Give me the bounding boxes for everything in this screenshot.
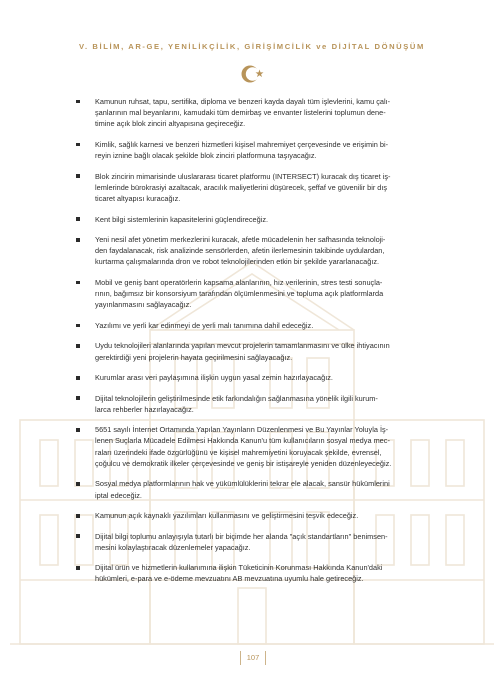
item-line: iptal edeceğiz. [95,490,142,500]
square-bullet-icon [76,566,80,570]
square-bullet-icon [76,174,80,178]
item-line: rının, bağımsız bir konsorsiyum tarafından ölçümlenmesini ve topluma açık platformlarda [95,289,384,299]
list-item [76,214,432,225]
item-line: gerektirdiği yeni projelerin hayata geçirilmesini sağlayacağız. [95,352,293,362]
item-line: timine açık blok zinciri altyapısına geçireceğiz. [95,119,246,129]
item-line: larca rehberler hazırlayacağız. [95,404,194,414]
list-item [76,531,432,553]
list-item [76,234,432,268]
item-line: kurtarma çalışmalarında dron ve robot teknolojilerinden etkin bir şekilde yararlanacağız. [95,257,380,267]
item-line: Dijital bilgi toplumu anlayışıyla tutarlı bir biçimde her alanda "açık standartların" benimsen- [95,531,388,541]
square-bullet-icon [76,482,80,486]
item-line: yayınlanmasını sağlayacağız. [95,300,192,310]
item-line: Dijital ürün ve hizmetlerin kullanımına ilişkin Tüketicinin Korunması Hakkında Kanun'daki [95,563,383,573]
item-line: hükümleri, e-para ve e-ödeme mevzuatını AB mevzuatına uyumlu hale getireceğiz. [95,574,364,584]
crescent-star-icon [239,63,265,85]
square-bullet-icon [76,376,80,380]
square-bullet-icon [76,344,80,348]
item-line: Mobil ve geniş bant operatörlerin kapsama alanlarının, hız verilerinin, stres testi sonuçla- [95,277,383,287]
page-number: 107 [240,651,266,665]
item-line: Kurumlar arası veri paylaşımına ilişkin uygun yasal zemin hazırlayacağız. [95,373,333,383]
item-line: Dijital teknolojilerin geliştirilmesinde etik farkındalığın sağlanmasına yönelik ilgili kurum- [95,393,378,403]
square-bullet-icon [76,514,80,518]
list-item [76,340,432,362]
list-item [76,562,432,584]
item-line: Uydu teknolojileri alanlarında yapılan mevcut projelerin tamamlanmasını ve ülke ihtiyacının [95,341,390,351]
item-line: mesini kolaylaştıracak düzenlemeler yapacağız. [95,542,251,552]
square-bullet-icon [76,100,80,104]
item-line: Kimlik, sağlık karnesi ve benzeri hizmetleri kişisel mahremiyet çerçevesinde ve erişimin bi- [95,139,389,149]
square-bullet-icon [76,143,80,147]
item-line: reyin iznine bağlı olacak şekilde blok zinciri platformuna taşıyacağız. [95,151,317,161]
item-line: raları üzerindeki ifade özgürlüğünü ve kişisel mahremiyetini koruyacak şekilde, evrensel, [95,447,382,457]
list-item [76,277,432,311]
item-line: çoğulcu ve demokratik ilkeler çerçevesinde ve geniş bir istişareyle yeniden düzenleyeceğiz. [95,458,392,468]
square-bullet-icon [76,238,80,242]
list-item [76,96,432,130]
item-line: Yazılımı ve yerli kar edinmeyi de yerli malı tanımına dahil edeceğiz. [95,320,314,330]
list-item [76,510,432,521]
item-line: Kamunun açık kaynaklı yazılımları kullanmasını ve geliştirmesini teşvik edeceğiz. [95,511,359,521]
square-bullet-icon [76,324,80,328]
square-bullet-icon [76,534,80,538]
item-line: lenen Suçlarla Mücadele Edilmesi Hakkında Kanun'u tüm kullanıcıların sosyal medya mec- [95,436,390,446]
item-line: Kamunun ruhsat, tapu, sertifika, diploma ve benzeri kayda dayalı tüm işlevlerini, kamu çalı- [95,97,391,106]
square-bullet-icon [76,281,80,285]
square-bullet-icon [76,396,80,400]
list-item [76,478,432,500]
item-line: ticaret altyapısı kuracağız. [95,194,181,204]
item-line: şanlarının mal beyanlarını, kamudaki tüm demirbaş ve envanter listelerini toplumun dene- [95,108,386,118]
item-line: lemlerinde bürokrasiyi azaltacak, aracılık maliyetlerini düşürecek, şeffaf ve güvenilir bir dış [95,182,388,192]
bullet-list [76,96,432,594]
list-item [76,139,432,161]
item-line: 5651 sayılı İnternet Ortamında Yapılan Yayınların Düzenlenmesi ve Bu Yayınlar Yoluyla İş- [95,425,389,435]
item-line: den faydalanacak, risk analizinde sensörlerden, afetin ilerlemesinin takibinde uydulardan, [95,246,385,256]
list-item [76,393,432,415]
item-line: Yeni nesil afet yönetim merkezlerini kuracak, afetle mücadelenin her safhasında teknoloji- [95,235,386,245]
item-line: Blok zincirin mimarisinde uluslararası ticaret platformu (INTERSECT) kuracak dış ticaret iş- [95,171,391,181]
item-line: Sosyal medya platformlarının hak ve yükümlülüklerini tekrar ele alacak, sansür hükümlerini [95,479,390,489]
list-item [76,320,432,331]
section-header: V. BİLİM, AR-GE, YENİLİKÇİLİK, GİRİŞİMCİLİK ve DİJİTAL DÖNÜŞÜM [79,42,425,51]
square-bullet-icon [76,428,80,432]
list-item [76,372,432,383]
list-item [76,424,432,469]
list-item [76,171,432,205]
square-bullet-icon [76,217,80,221]
item-line: Kent bilgi sistemlerinin kapasitelerini güçlendireceğiz. [95,214,269,224]
